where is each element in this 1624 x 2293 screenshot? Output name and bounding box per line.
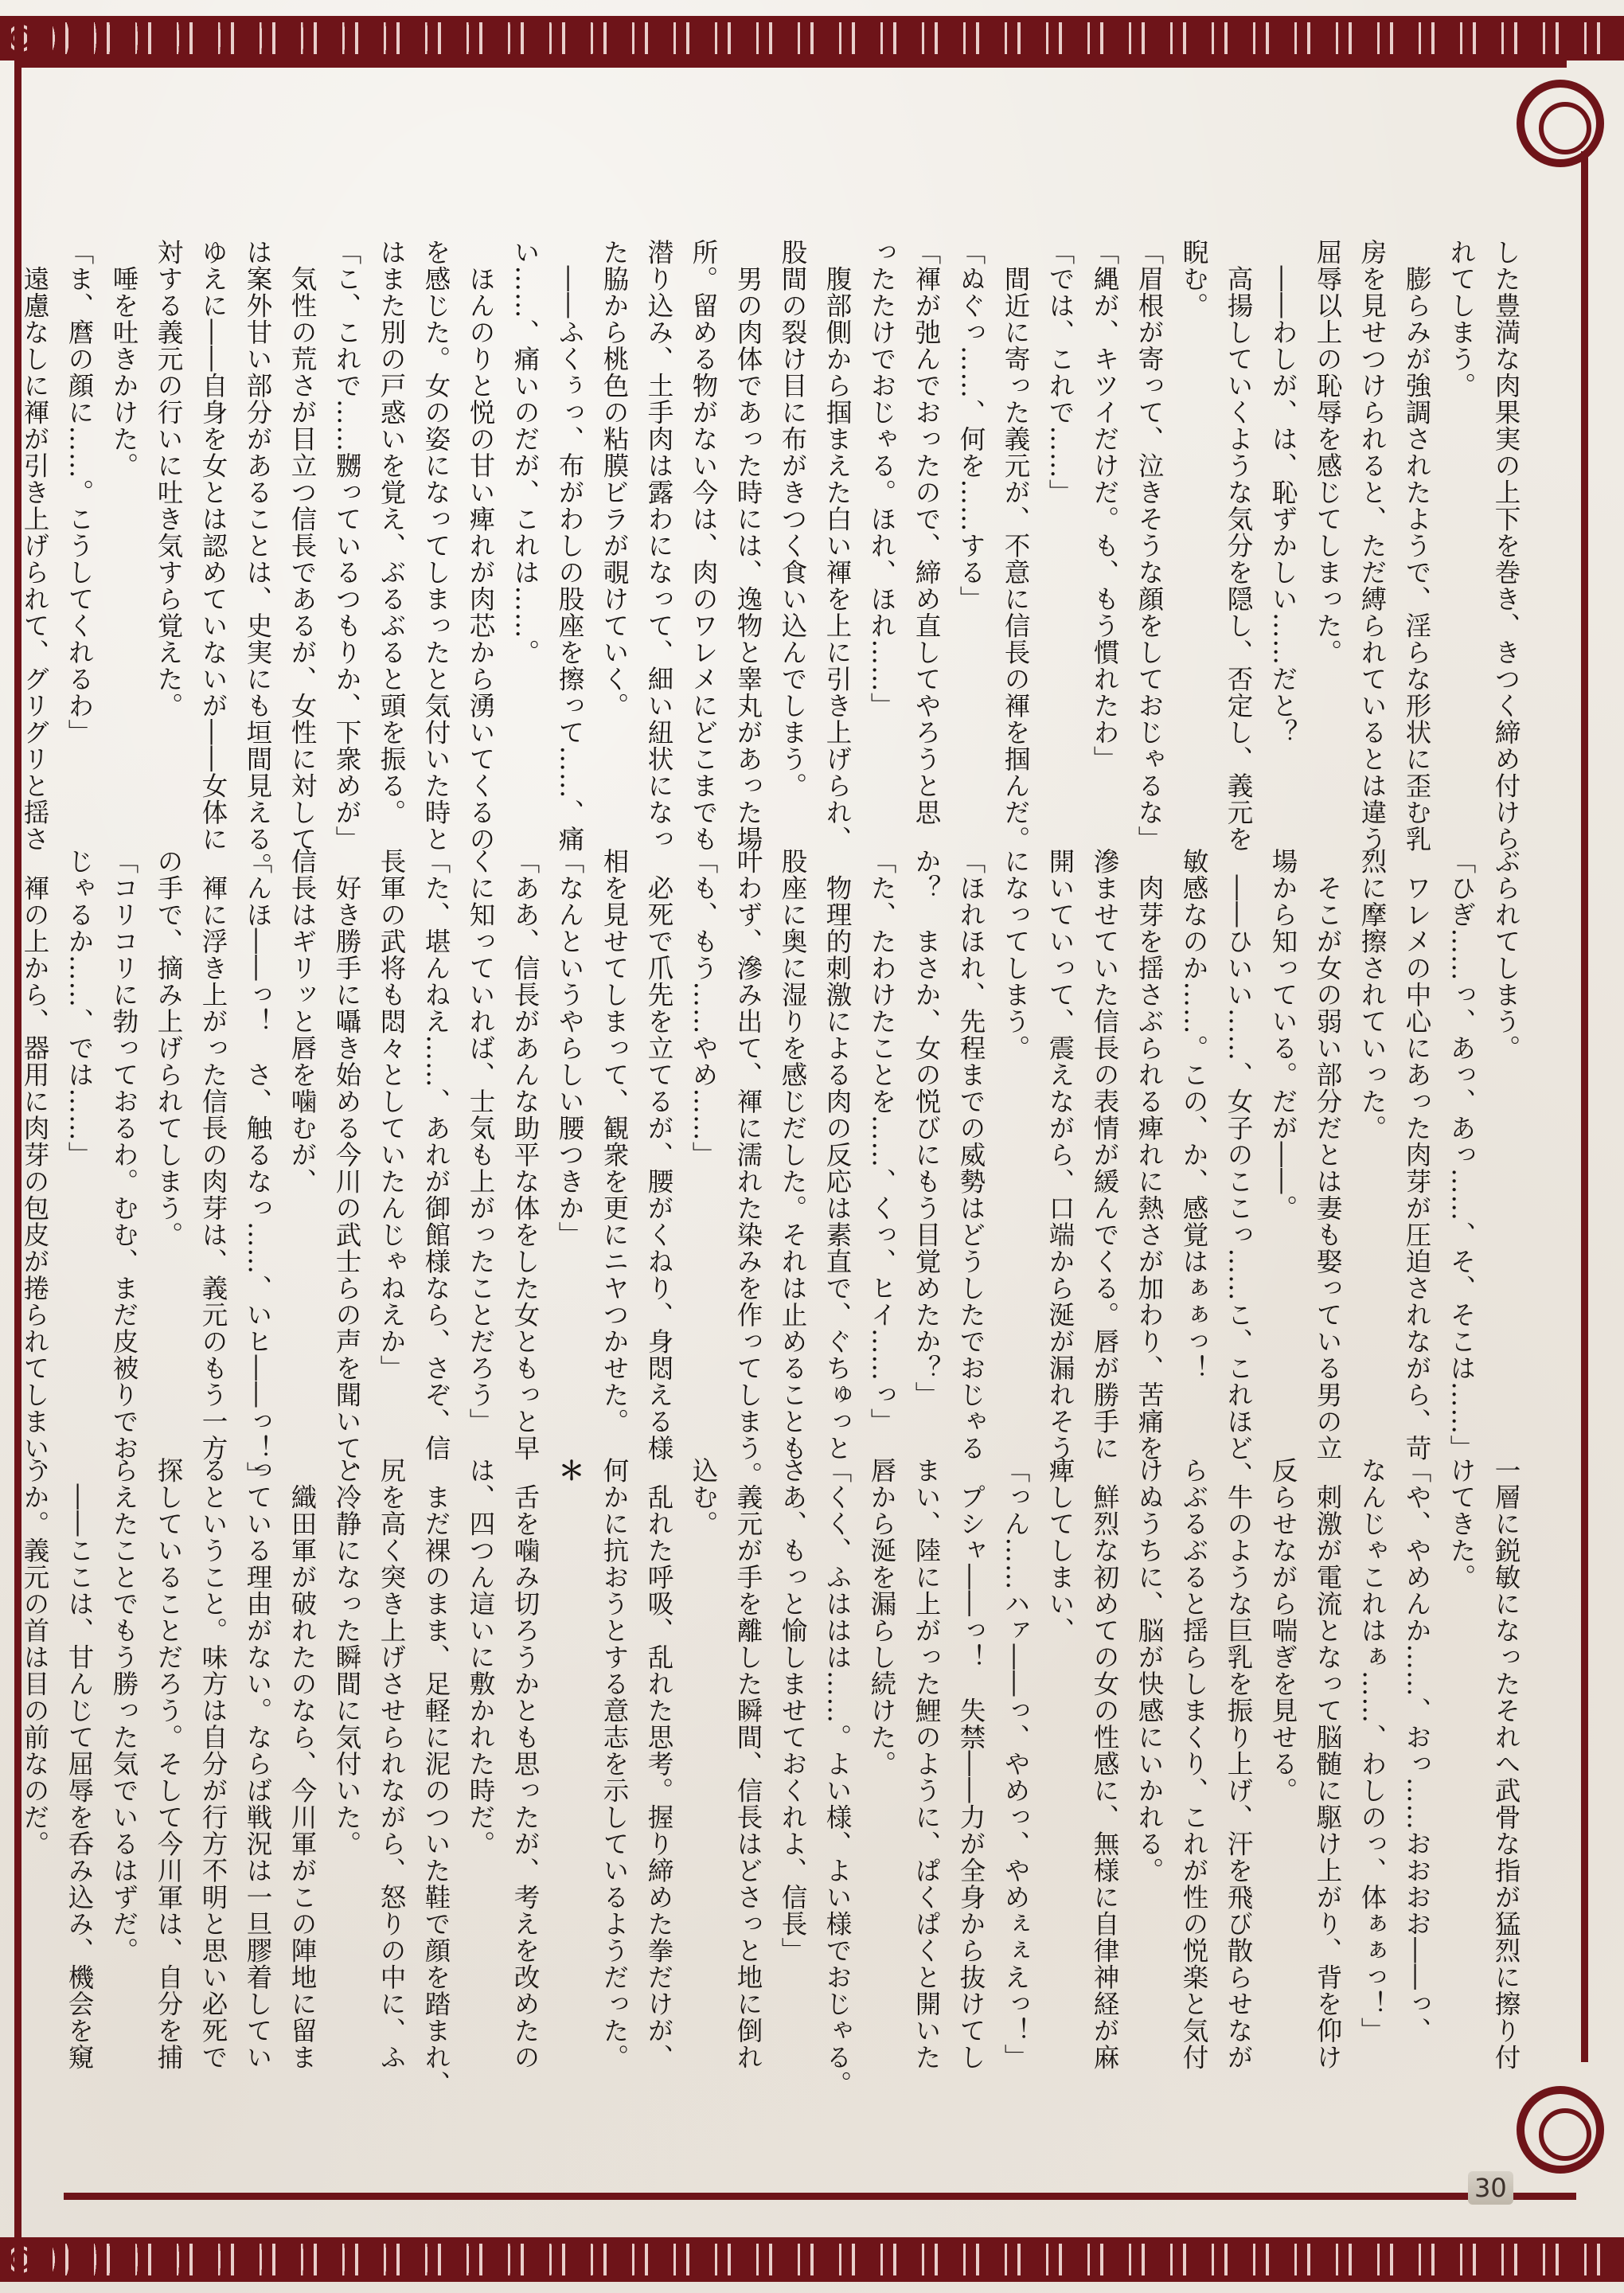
text-line: 何かに抗おうとする意志を示しているようだった。 xyxy=(599,1457,630,2071)
page-number: 30 xyxy=(1468,2171,1513,2205)
text-line: ――ここは、甘んじて屈辱を呑み込み、機会を窺 xyxy=(64,1457,95,2071)
text-line: の手で、摘み上げられてしまう。 xyxy=(154,848,184,1248)
text-line: 「縄が、キツイだけだ。も、もう慣れたわ」 xyxy=(1090,239,1120,772)
bottom-ornamental-border xyxy=(0,2237,1624,2282)
text-line: ――ひいい……、女子のここっ……こ、これほど、 xyxy=(1224,848,1254,1488)
text-line: 舌を噛み切ろうかとも思ったが、考えを改めたの xyxy=(510,1457,541,2071)
text-line: 「ぬぐっ……、何を……する」 xyxy=(956,239,986,612)
text-line: は案外甘い部分があることは、史実にも垣間見える。 xyxy=(243,239,273,879)
text-line: 滲ませていた信長の表情が緩んでくる。唇が勝手に xyxy=(1090,848,1120,1462)
text-line: 「眉根が寄って、泣きそうな顔をしておじゃるな」 xyxy=(1134,239,1165,853)
text-line: ったたけでおじゃる。ほれ、ほれ……」 xyxy=(867,239,897,719)
text-line: 場から知っている。だが――。 xyxy=(1268,848,1298,1221)
text-line: ＊ xyxy=(555,1457,586,1484)
text-line: 「っん……ハァ――っ、やめっ、やめぇぇえっ！」 xyxy=(1001,1457,1031,2071)
text-line: 「た、たわけたことを……、くっ、ヒイ……っ」 xyxy=(867,848,897,1435)
text-line: になってしまう。 xyxy=(1001,848,1031,1061)
text-column-middle xyxy=(20,848,1528,1488)
text-line: 屈辱以上の恥辱を感じてしまった。 xyxy=(1313,239,1343,666)
top-right-corner-ornament xyxy=(1517,80,1604,167)
text-line: 敏感なのか……。この、か、感覚はぁぁっ！ xyxy=(1179,848,1209,1381)
text-line: 「ああ、信長があんな助平な体をした女ともっと早 xyxy=(510,848,541,1462)
text-line: 込む。 xyxy=(689,1457,719,1537)
text-line: 睨む。 xyxy=(1179,239,1209,319)
text-line: けてきた。 xyxy=(1446,1457,1477,1591)
text-line: い……、痛いのだが、これは……。 xyxy=(510,239,541,666)
text-line: 所。留める物がない今は、肉のワレメにどこまでも xyxy=(689,239,719,853)
text-line: 対する義元の行いに吐き気すら覚えた。 xyxy=(154,239,184,719)
text-line: 「では、これで……」 xyxy=(1045,239,1076,506)
text-line: 義元が手を離した瞬間、信長はどさっと地に倒れ xyxy=(733,1457,763,2071)
text-line: 痺してしまい、 xyxy=(1045,1457,1076,1644)
text-line: 鮮烈な初めての女の性感に、無様に自律神経が麻 xyxy=(1090,1457,1120,2071)
top-frame-line xyxy=(14,61,1567,68)
text-line: 褌の上から、器用に肉芽の包皮が捲られてしまい、 xyxy=(20,848,50,1488)
text-line: 探していることだろう。そして今川軍は、自分を捕 xyxy=(154,1457,184,2071)
text-line: した豊満な肉果実の上下を巻き、きつく締め付けら xyxy=(1491,239,1521,853)
text-column-top xyxy=(20,239,1528,879)
text-line: なんじゃこれはぁ……、わしのっ、体ぁぁっ！」 xyxy=(1357,1457,1388,2044)
text-line: 房を見せつけられると、ただ縛られているとは違う xyxy=(1357,239,1388,853)
text-line: さあ、もっと愉しませておくれよ、信長」 xyxy=(778,1457,808,1964)
text-line: ぶられてしまう。 xyxy=(1491,848,1521,1061)
text-line: 褌に浮き上がった信長の肉芽は、義元のもう一方 xyxy=(198,848,228,1462)
bottom-frame-line xyxy=(64,2193,1576,2200)
text-line: らえたことでもう勝った気でいるはずだ。 xyxy=(109,1457,139,1964)
text-line: くに知っていれば、士気も上がったことだろう」 xyxy=(466,848,496,1435)
top-ornamental-border xyxy=(0,16,1624,61)
text-line: 膨らみが強調されたようで、淫らな形状に歪む乳 xyxy=(1402,239,1432,853)
text-line: まだ裸のまま、足軽に泥のついた鞋で顔を踏まれ、 xyxy=(421,1457,451,2097)
text-line: まい、陸に上がった鯉のように、ぱくぱくと開いた xyxy=(912,1457,942,2071)
text-line: 牛のような巨乳を振り上げ、汗を飛び散らせなが xyxy=(1224,1457,1254,2071)
text-line: 烈に摩擦されていった。 xyxy=(1357,848,1388,1142)
text-line: 股座に奥に湿りを感じだした。それは止めることも xyxy=(778,848,808,1462)
text-line: 腹部側から掴まえた白い褌を上に引き上げられ、 xyxy=(822,239,853,853)
text-line: 気性の荒さが目立つ信長であるが、女性に対して xyxy=(287,239,318,853)
text-line: 長軍の武将も悶々としていたんじゃねえか」 xyxy=(377,848,407,1381)
text-line: 唾を吐きかけた。 xyxy=(109,239,139,479)
text-line: 乱れた呼吸、乱れた思考。握り締めた拳だけが、 xyxy=(644,1457,674,2071)
text-line: 「コリコリに勃っておるわ。むむ、まだ皮被りでお xyxy=(109,848,139,1462)
text-line: 「も、もう……やめ……」 xyxy=(689,848,719,1168)
text-line: 「なんというやらしい腰つきか」 xyxy=(555,848,585,1248)
text-line: ――ふくぅっ、布がわしの股座を擦って……、痛 xyxy=(555,239,585,853)
text-line: 叶わず、滲み出て、褌に濡れた染みを作ってしまう。 xyxy=(733,848,763,1488)
text-line: ワレメの中心にあった肉芽が圧迫されながら、苛 xyxy=(1402,848,1432,1462)
text-line: ゆえに――自身を女とは認めていないが――女体に xyxy=(198,239,228,853)
text-line: るということ。味方は自分が行方不明と思い必死で xyxy=(198,1457,228,2071)
text-line: うか。義元の首は目の前なのだ。 xyxy=(20,1457,50,1857)
text-line: 「くく、ふははは……。よい様、よい様でおじゃる。 xyxy=(822,1457,853,2097)
text-line: らぶるぶると揺らしまくり、これが性の悦楽と気付 xyxy=(1179,1457,1209,2071)
text-line: 「た、堪んねえ……、あれが御館様なら、さぞ、信 xyxy=(421,848,451,1462)
text-line: 「ま、麿の顔に……。こうしてくれるわ」 xyxy=(64,239,95,746)
text-line: れてしまう。 xyxy=(1446,239,1477,399)
text-line: を感じた。女の姿になってしまったと気付いた時と xyxy=(421,239,451,853)
text-line: っている理由がない。ならば戦況は一旦膠着してい xyxy=(243,1457,273,2071)
text-line: けぬうちに、脳が快感にいかれる。 xyxy=(1134,1457,1165,1884)
text-line: 好き勝手に囁き始める今川の武士らの声を聞いて、 xyxy=(332,848,362,1488)
text-line: と冷静になった瞬間に気付いた。 xyxy=(332,1457,362,1857)
text-line: か？ まさか、女の悦びにもう目覚めたか？」 xyxy=(912,848,942,1408)
text-line: 物理的刺激による肉の反応は素直で、ぐちゅっと xyxy=(822,848,853,1462)
text-line: 信長はギリッと唇を噛むが、 xyxy=(287,848,318,1195)
text-line: 高揚していくような気分を隠し、否定し、義元を xyxy=(1224,239,1254,853)
text-line: ――わしが、は、恥ずかしい……だと？ xyxy=(1268,239,1298,746)
right-frame-line xyxy=(1581,151,1588,2062)
text-line: 「んほ――っ！ さ、触るなっ……、いヒ――っ！」 xyxy=(243,848,273,1488)
text-line: 刺激が電流となって脳髄に駆け上がり、背を仰け xyxy=(1313,1457,1343,2071)
text-line: プシャ――っ！ 失禁――力が全身から抜けてし xyxy=(956,1457,986,2071)
bottom-right-corner-ornament xyxy=(1517,2086,1604,2174)
text-line: 織田軍が破れたのなら、今川軍がこの陣地に留ま xyxy=(287,1457,318,2071)
text-line: じゃるか……、では……」 xyxy=(64,848,95,1168)
text-line: 「ほれほれ、先程までの威勢はどうしたでおじゃる xyxy=(956,848,986,1462)
text-line: はまた別の戸惑いを覚え、ぶるぶると頭を振る。 xyxy=(377,239,407,826)
text-line: 相を見せてしまって、観衆を更にニヤつかせた。 xyxy=(599,848,630,1435)
text-column-bottom xyxy=(20,1457,1528,2097)
text-line: 間近に寄った義元が、不意に信長の褌を掴んだ。 xyxy=(1001,239,1031,853)
text-line: 股間の裂け目に布がきつく食い込んでしまう。 xyxy=(778,239,808,799)
text-line: 開いていって、震えながら、口端から涎が漏れそう xyxy=(1045,848,1076,1462)
text-line: 肉芽を揺さぶられる痺れに熱さが加わり、苦痛を xyxy=(1134,848,1165,1462)
text-line: 唇から涎を漏らし続けた。 xyxy=(867,1457,897,1777)
text-line: 遠慮なしに褌が引き上げられて、グリグリと揺さ xyxy=(20,239,50,853)
text-line: た脇から桃色の粘膜ビラが覗けていく。 xyxy=(599,239,630,719)
text-line: 男の肉体であった時には、逸物と睾丸があった場 xyxy=(733,239,763,853)
text-line: そこが女の弱い部分だとは妻も娶っている男の立 xyxy=(1313,848,1343,1462)
text-line: 「こ、これで……嬲っているつもりか、下衆めが」 xyxy=(332,239,362,853)
text-line: 潜り込み、土手肉は露わになって、細い紐状になっ xyxy=(644,239,674,853)
text-line: 一層に鋭敏になったそれへ武骨な指が猛烈に擦り付 xyxy=(1491,1457,1521,2071)
text-line: ほんのりと悦の甘い痺れが肉芯から湧いてくるの xyxy=(466,239,496,853)
text-line: 反らせながら喘ぎを見せる。 xyxy=(1268,1457,1298,1804)
text-line: 必死で爪先を立てるが、腰がくねり、身悶える様 xyxy=(644,848,674,1462)
text-line: 「ひぎ……っ、あっ、あっ……、そ、そこは……」 xyxy=(1446,848,1477,1462)
text-line: 尻を高く突き上げさせられながら、怒りの中に、ふ xyxy=(377,1457,407,2071)
text-line: 「褌が弛んでおったので、締め直してやろうと思 xyxy=(912,239,942,826)
text-line: 「や、やめんか……、おっ……おおおお――っ、 xyxy=(1402,1457,1432,2044)
text-line: は、四つん這いに敷かれた時だ。 xyxy=(466,1457,496,1857)
